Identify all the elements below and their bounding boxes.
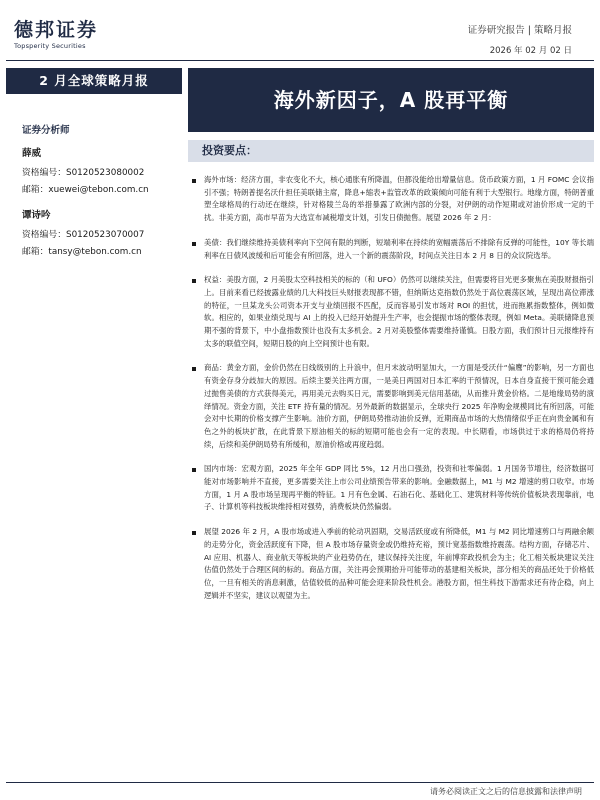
paragraph-text: 海外市场：经济方面，非农变化不大，核心通胀有所降温，但都没能给出增量信息。货币政策方面，1 月 FOMC 会议指引不强；特朗普提名沃什担任美联储主席，降息+缩表+监管改革的政策倾向可能有利于大型银行。地缘方面，特朗普重塑全球格局的行动还在继续，针对格陵兰岛的举措暴露了欧洲内部的分裂，对伊朗的动作短期或对油价形成一定的干扰。非美方面，高市早苗为大选宣布减税增支计划，引发日债抛售。展望 2026 年 2 月：	[204, 175, 594, 223]
paragraph-treasuries	[188, 237, 594, 262]
paragraph-text: 权益：美股方面，2 月美股太空科技相关的标的（和 UFO）仍然可以继续关注，但需要将目光更多聚焦在美股财报指引上。目前来看已经披露业绩的几大科技巨头财报表现都不错，但纳斯达克指数仍然处于高位震荡区域，呈现出高位滞涨的特征，一旦某龙头公司资本开支与业绩回报不匹配，反而容易引发市场对 ROI 的担忧，进而拖累指数整体，例如微软。相应的，如果业绩兑现与 AI 上的投入已经开始提升生产率，也会提振市场的整体表现，例如 Meta。美联储降息预期不强的背景下，中小盘指数预计也没有太多机会。2 月对美股整体需要维持谨慎。日股方面，我们预计日元报维持有太多的联值空间，短期日股的向上空间预计也有限。	[204, 275, 594, 348]
paragraph-text: 商品：黄金方面，金价仍然在日线级别的上升浪中，但月末波动明显加大，一方面是受沃什“偏鹰”的影响，另一方面也有资金存身分歧加大的原因。后续主要关注两方面，一是美日两国对日本汇率的干预情况，日本自身直接干预可能会通过抛售美债的方式获得美元，再用美元去购买日元，需要影响到美元信用基础，从而推升黄金价格。二是地缘局势的演绎情况。资金方面，关注 ETF 持有量的情况。另外最新的数据显示，全球央行 2025 年净购金规模同比有所回落，可能会对中长期的价格支撑产生影响。油价方面，伊朗局势推动油价反弹，近期商品市场的大热情绪似乎正在向贵金属和有色之外的板块扩散，在此背景下原油相关的标的短期可能也会有一定的表现。中长期看，市场供过于求的格局仍将持续，后续和美伊朗局势有所缓和，原油价格或再度趋弱。	[204, 363, 594, 449]
analyst-name: 薛威	[22, 148, 42, 159]
report-tag: 2 月全球策略月报	[6, 68, 182, 94]
report-date: 2026 年 02 月 02 日	[489, 46, 572, 56]
header-divider	[6, 60, 594, 61]
analyst-email[interactable]: 邮箱：xuewei@tebon.com.cn	[22, 185, 149, 195]
analyst-cert: 资格编号：S0120523080002	[22, 168, 145, 178]
paragraph-text: 美债：我们继续维持美债利率向下空间有限的判断，短端利率在持续的宽幅震荡后不排除有反弹的可能性，10Y 等长端利率在日债风波缓和后可能会有所回落，进入一个新的震荡阶段，时间点关注日本 2 月 8 日的众议院选举。	[204, 237, 594, 260]
analyst-email[interactable]: 邮箱：tansy@tebon.com.cn	[22, 247, 142, 257]
paragraph-text: 展望 2026 年 2 月，A 股市场或进入季前的轮动巩固期，交易活跃度或有所降低，M1 与 M2 同比增速剪口与两融余额的走势分化，资金活跃度有下降，但 A 股市场存量资金或仍维持充裕，预计宽基指数维持震荡。结构方面，存储芯片、AI 应用、机器人、商业航天等板块的产业趋势仍在，建议保持关注度，年前博弈政投机会为主；化工相关板块建议关注估值仍然处于合理区间的标的。商品方面，关注再会预期抬升可能带动的基建相关板块，部分相关的商品还处于价格低位，一旦有相关的消息刺激，估值较低的品种可能会迎来阶段性机会。港股方面，恒生科技下游需求还有待企稳，向上逻辑并不坚实，建议以观望为主。	[204, 527, 594, 600]
paragraph-text: 国内市场：宏观方面，2025 年全年 GDP 同比 5%，12 月出口强劲，投资和社零偏弱。1 月国务节增往，经济数据可能对市场影响并不直接，更多需要关注上市公司业绩预告带来的影响。金融数据上，M1 与 M2 增速的剪口收窄。市场方面，1 月 A 股市场呈现再平衡的特征。1 月有色金属、石油石化、基础化工、建筑材料等传统价值板块表现靠前，电子、计算机等科技板块维持相对强势，消费板块仍然偏弱。	[204, 464, 594, 512]
bullet-icon	[192, 367, 196, 371]
paragraph-overseas	[188, 174, 594, 225]
paragraph-domestic	[188, 463, 594, 514]
analyst-name: 谭诗吟	[22, 210, 51, 221]
analyst-cert: 资格编号：S0120523070007	[22, 230, 145, 240]
bullet-icon	[192, 468, 196, 472]
analyst-section-title: 证券分析师	[22, 125, 70, 136]
footer-divider	[6, 782, 594, 783]
bullet-icon	[192, 279, 196, 283]
report-header	[0, 0, 600, 62]
company-logo	[14, 20, 98, 50]
paragraph-outlook	[188, 526, 594, 602]
bullet-icon	[192, 531, 196, 535]
key-points-panel	[188, 140, 594, 602]
bullet-icon	[192, 179, 196, 183]
key-points-heading: 投资要点：	[188, 140, 594, 162]
paragraph-equities	[188, 274, 594, 350]
bullet-icon	[192, 242, 196, 246]
page-title: 海外新因子，A 股再平衡	[188, 68, 594, 132]
logo-text-en: Topsperity Securities	[14, 42, 86, 50]
disclaimer-footer: 请务必阅读正文之后的信息披露和法律声明	[430, 787, 582, 796]
paragraph-commodities	[188, 362, 594, 451]
logo-text-cn: 德邦证券	[14, 19, 99, 41]
report-type: 证券研究报告 | 策略月报	[467, 25, 572, 36]
analyst-sidebar	[22, 122, 182, 261]
